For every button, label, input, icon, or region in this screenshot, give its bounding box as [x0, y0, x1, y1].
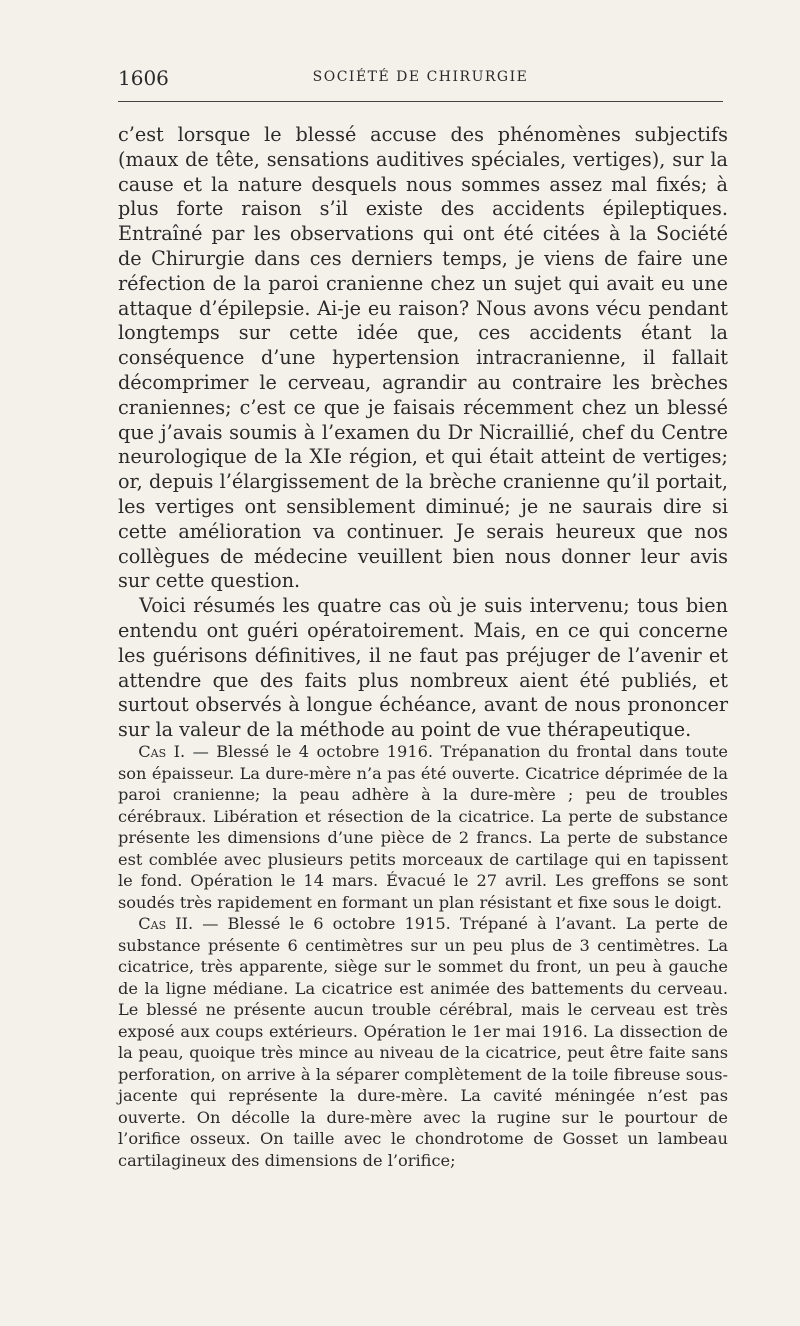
case-notes [118, 741, 728, 1171]
page-number: 1606 [118, 66, 169, 90]
main-text [118, 123, 728, 743]
case-text: — Blessé le 4 octobre 1916. Trépanation du frontal dans toute son épaisseur. La dure-mère n’a pas été ouverte. Cicatrice déprimée de la paroi cranienne; la peau adhère à la dure-mère ; peu de troubles cérébraux. Libération et résection de la cicatrice. La perte de substance présente les dimensions d’une pièce de 2 francs. La perte de substance est comblée avec plusieurs petits morceaux de cartilage qui en tapissent le fond. Opération le 14 mars. Évacué le 27 avril. Les greffons se sont soudés très rapidement en formant un plan résistant et fixe sous le doigt. [118, 742, 728, 912]
paragraph: Voici résumés les quatre cas où je suis intervenu; tous bien entendu ont guéri opératoirement. Mais, en ce qui concerne les guérisons définitives, il ne faut pas préjuger de l’avenir et attendre que des faits plus nombreux aient été publiés, et surtout observés à longue échéance, avant de nous prononcer sur la valeur de la méthode au point de vue thérapeutique. [118, 594, 728, 742]
case-entry [118, 741, 728, 913]
case-label: Cas I. [138, 742, 186, 761]
page-header [118, 66, 723, 92]
paragraph: c’est lorsque le blessé accuse des phénomènes subjectifs (maux de tête, sensations auditives spéciales, vertiges), sur la cause et la nature desquels nous sommes assez mal fixés; à plus forte raison s’il existe des accidents épileptiques. Entraîné par les observations qui ont été citées à la Société de Chirurgie dans ces derniers temps, je viens de faire une réfection de la paroi cranienne chez un sujet qui avait eu une attaque d’épilepsie. Ai-je eu raison? Nous avons vécu pendant longtemps sur cette idée que, ces accidents étant la conséquence d’une hypertension intracranienne, il fallait décomprimer le cerveau, agrandir au contraire les brèches craniennes; c’est ce que je faisais récemment chez un blessé que j’avais soumis à l’examen du Dr Nicraillié, chef du Centre neurologique de la XIe région, et qui était atteint de vertiges; or, depuis l’élargissement de la brèche cranienne qu’il portait, les vertiges ont sensiblement diminué; je ne saurais dire si cette amélioration va continuer. Je serais heureux que nos collègues de médecine veuillent bien nous donner leur avis sur cette question. [118, 123, 728, 593]
header-rule [118, 101, 723, 102]
case-text: — Blessé le 6 octobre 1915. Trépané à l’avant. La perte de substance présente 6 centimètres sur un peu plus de 3 centimètres. La cicatrice, très apparente, siège sur le sommet du front, un peu à gauche de la ligne médiane. La cicatrice est animée des battements du cerveau. Le blessé ne présente aucun trouble cérébral, mais le cerveau est très exposé aux coups extérieurs. Opération le 1er mai 1916. La dissection de la peau, quoique très mince au niveau de la cicatrice, peut être faite sans perforation, on arrive à la séparer complètement de la toile fibreuse sous-jacente qui représente la dure-mère. La cavité méningée n’est pas ouverte. On décolle la dure-mère avec la rugine sur le pourtour de l’orifice osseux. On taille avec le chondrotome de Gosset un lambeau cartilagineux des dimensions de l’orifice; [118, 914, 728, 1170]
case-entry [118, 913, 728, 1171]
running-title: SOCIÉTÉ DE CHIRURGIE [312, 69, 529, 85]
case-label: Cas II. [138, 914, 194, 933]
